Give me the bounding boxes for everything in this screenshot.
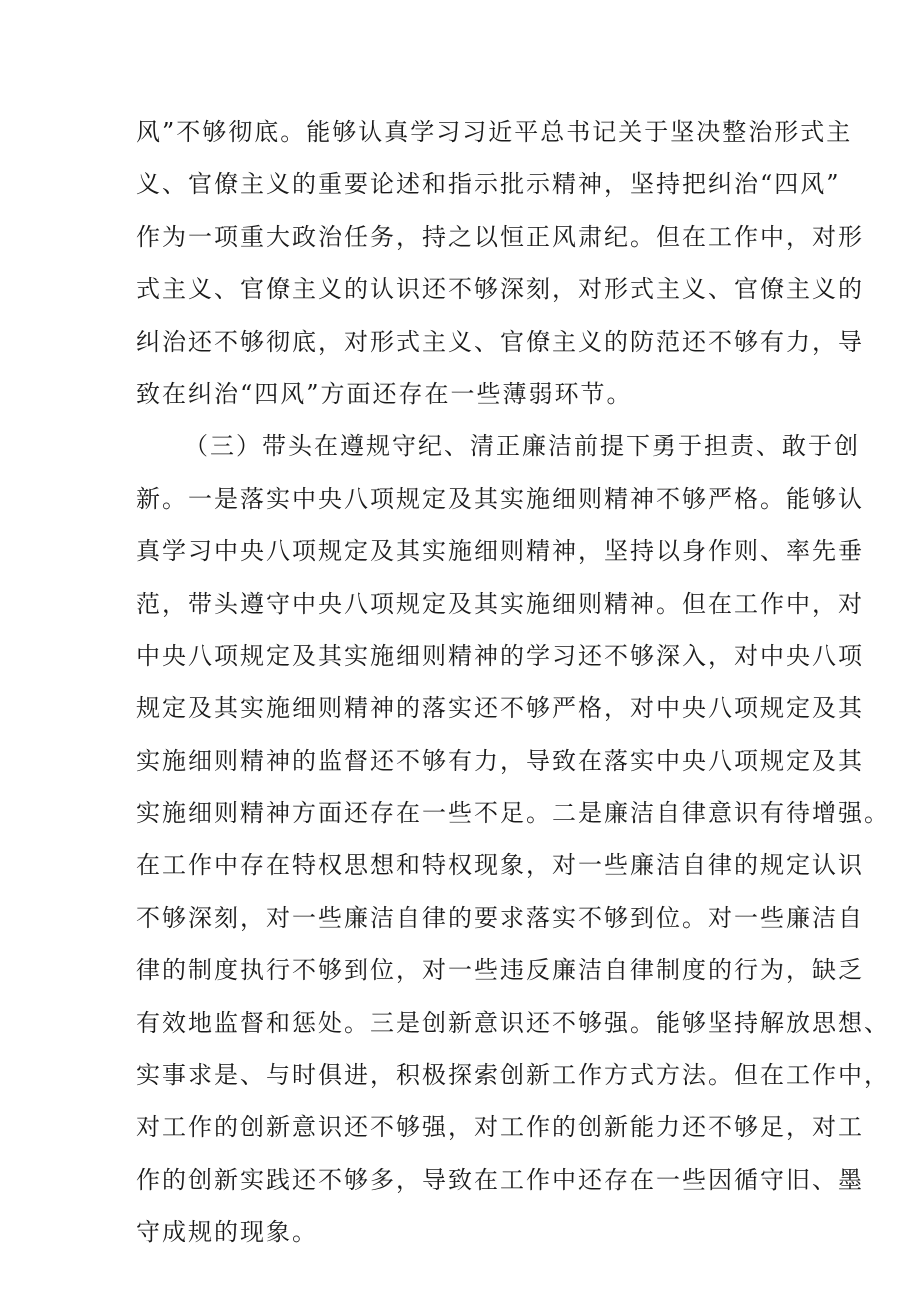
section-heading-line: （三）带头在遵规守纪、清正廉洁前提下勇于担责、敢于创 — [184, 432, 860, 461]
text-line: 真学习中央八项规定及其实施细则精神，坚持以身作则、率先垂 — [136, 537, 864, 566]
text-line: 式主义、官僚主义的认识还不够深刻，对形式主义、官僚主义的 — [136, 275, 864, 304]
paragraph-four-winds — [136, 106, 864, 420]
text-line: 新。一是落实中央八项规定及其实施细则精神不够严格。能够认 — [136, 484, 864, 513]
text-line: 规定及其实施细则精神的落实还不够严格，对中央八项规定及其 — [136, 694, 864, 723]
text-line: 中央八项规定及其实施细则精神的学习还不够深入，对中央八项 — [136, 641, 864, 670]
text-line: 实事求是、与时俱进，积极探索创新工作方式方法。但在工作中， — [136, 1061, 890, 1090]
text-line: 律的制度执行不够到位，对一些违反廉洁自律制度的行为，缺乏 — [136, 956, 864, 985]
text-line: 有效地监督和惩处。三是创新意识还不够强。能够坚持解放思想、 — [136, 1008, 890, 1037]
text-line: 纠治还不够彻底，对形式主义、官僚主义的防范还不够有力，导 — [136, 327, 864, 356]
text-line: 在工作中存在特权思想和特权现象，对一些廉洁自律的规定认识 — [136, 851, 864, 880]
text-line: 义、官僚主义的重要论述和指示批示精神，坚持把纠治“四风” — [136, 170, 841, 199]
text-line: 守成规的现象。 — [136, 1218, 318, 1247]
paragraph-section-three — [136, 420, 890, 1258]
text-line: 致在纠治“四风”方面还存在一些薄弱环节。 — [136, 379, 633, 408]
text-line: 实施细则精神方面还存在一些不足。二是廉洁自律意识有待增强。 — [136, 799, 890, 828]
text-line: 实施细则精神的监督还不够有力，导致在落实中央八项规定及其 — [136, 746, 864, 775]
text-line: 风”不够彻底。能够认真学习习近平总书记关于坚决整治形式主 — [136, 118, 853, 146]
document-body — [136, 106, 890, 1259]
text-line: 范，带头遵守中央八项规定及其实施细则精神。但在工作中，对 — [136, 589, 864, 618]
text-line: 不够深刻，对一些廉洁自律的要求落实不够到位。对一些廉洁自 — [136, 903, 864, 932]
text-line: 对工作的创新意识还不够强，对工作的创新能力还不够足，对工 — [136, 1113, 864, 1142]
text-line: 作为一项重大政治任务，持之以恒正风肃纪。但在工作中，对形 — [136, 222, 864, 251]
text-line: 作的创新实践还不够多，导致在工作中还存在一些因循守旧、墨 — [136, 1165, 864, 1194]
